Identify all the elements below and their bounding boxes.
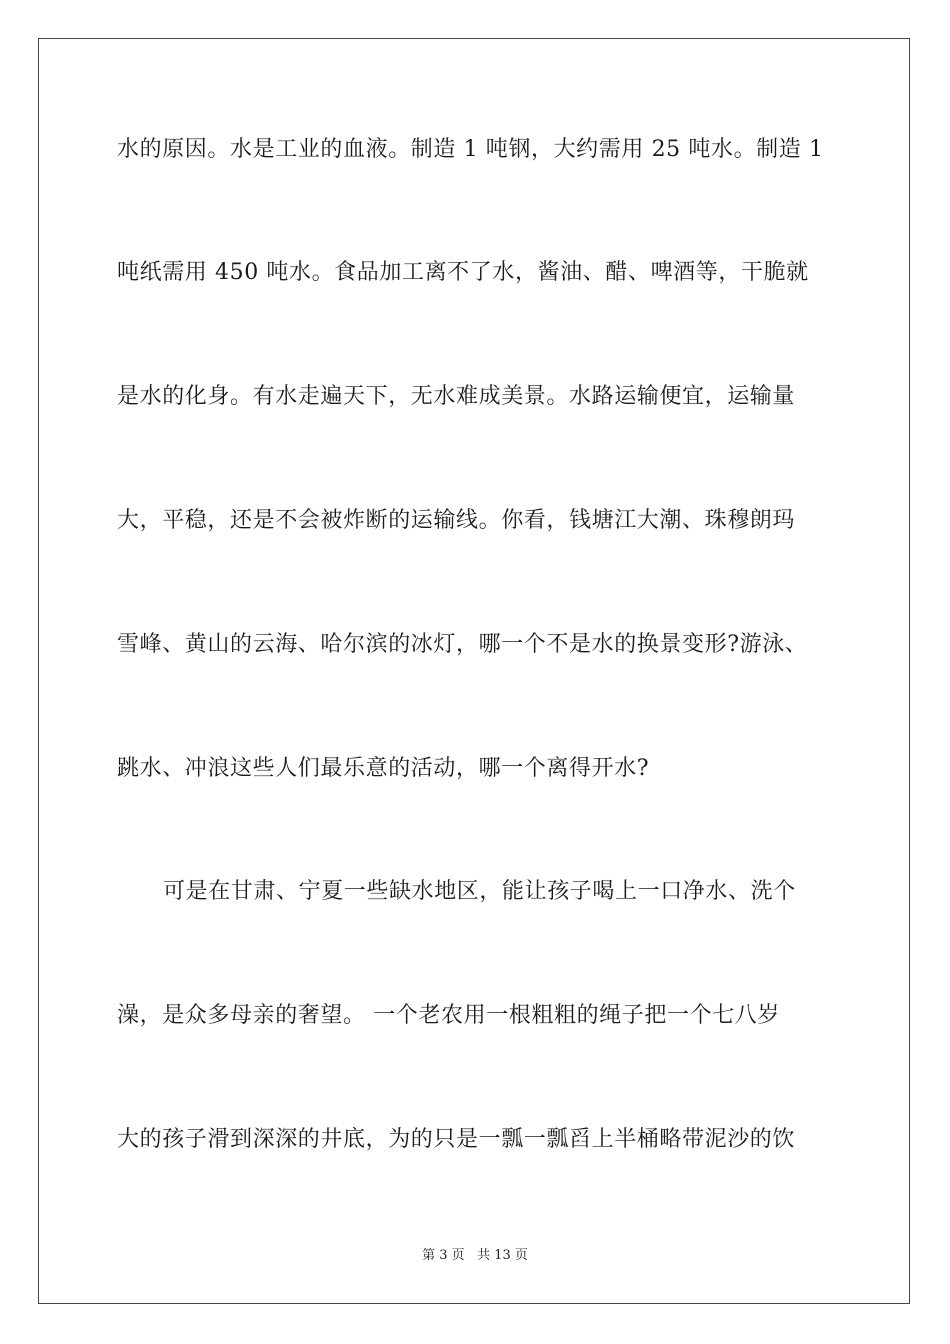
body-text-line: 大，平稳，还是不会被炸断的运输线。你看，钱塘江大潮、珠穆朗玛 <box>117 508 796 533</box>
body-text-line: 水的原因。水是工业的血液。制造 1 吨钢，大约需用 25 吨水。制造 1 <box>117 137 824 162</box>
total-pages: 共 13 页 <box>477 1248 528 1263</box>
body-text-line: 大的孩子滑到深深的井底，为的只是一瓢一瓢舀上半桶略带泥沙的饮 <box>117 1127 796 1152</box>
body-text-line: 吨纸需用 450 吨水。食品加工离不了水，酱油、醋、啤酒等，干脆就 <box>117 260 809 285</box>
body-text-line: 是水的化身。有水走遍天下，无水难成美景。水路运输便宜，运输量 <box>117 384 796 409</box>
body-text-line: 雪峰、黄山的云海、哈尔滨的冰灯，哪一个不是水的换景变形?游泳、 <box>117 632 808 657</box>
page-border <box>38 38 910 1304</box>
page-footer <box>0 1247 950 1265</box>
paragraph-first-line: 可是在甘肃、宁夏一些缺水地区，能让孩子喝上一口净水、洗个 <box>163 879 796 904</box>
page-number: 第 3 页 <box>422 1248 465 1263</box>
body-text-line: 澡，是众多母亲的奢望。 一个老农用一根粗粗的绳子把一个七八岁 <box>117 1003 780 1028</box>
body-text-line: 跳水、冲浪这些人们最乐意的活动，哪一个离得开水? <box>117 756 650 781</box>
